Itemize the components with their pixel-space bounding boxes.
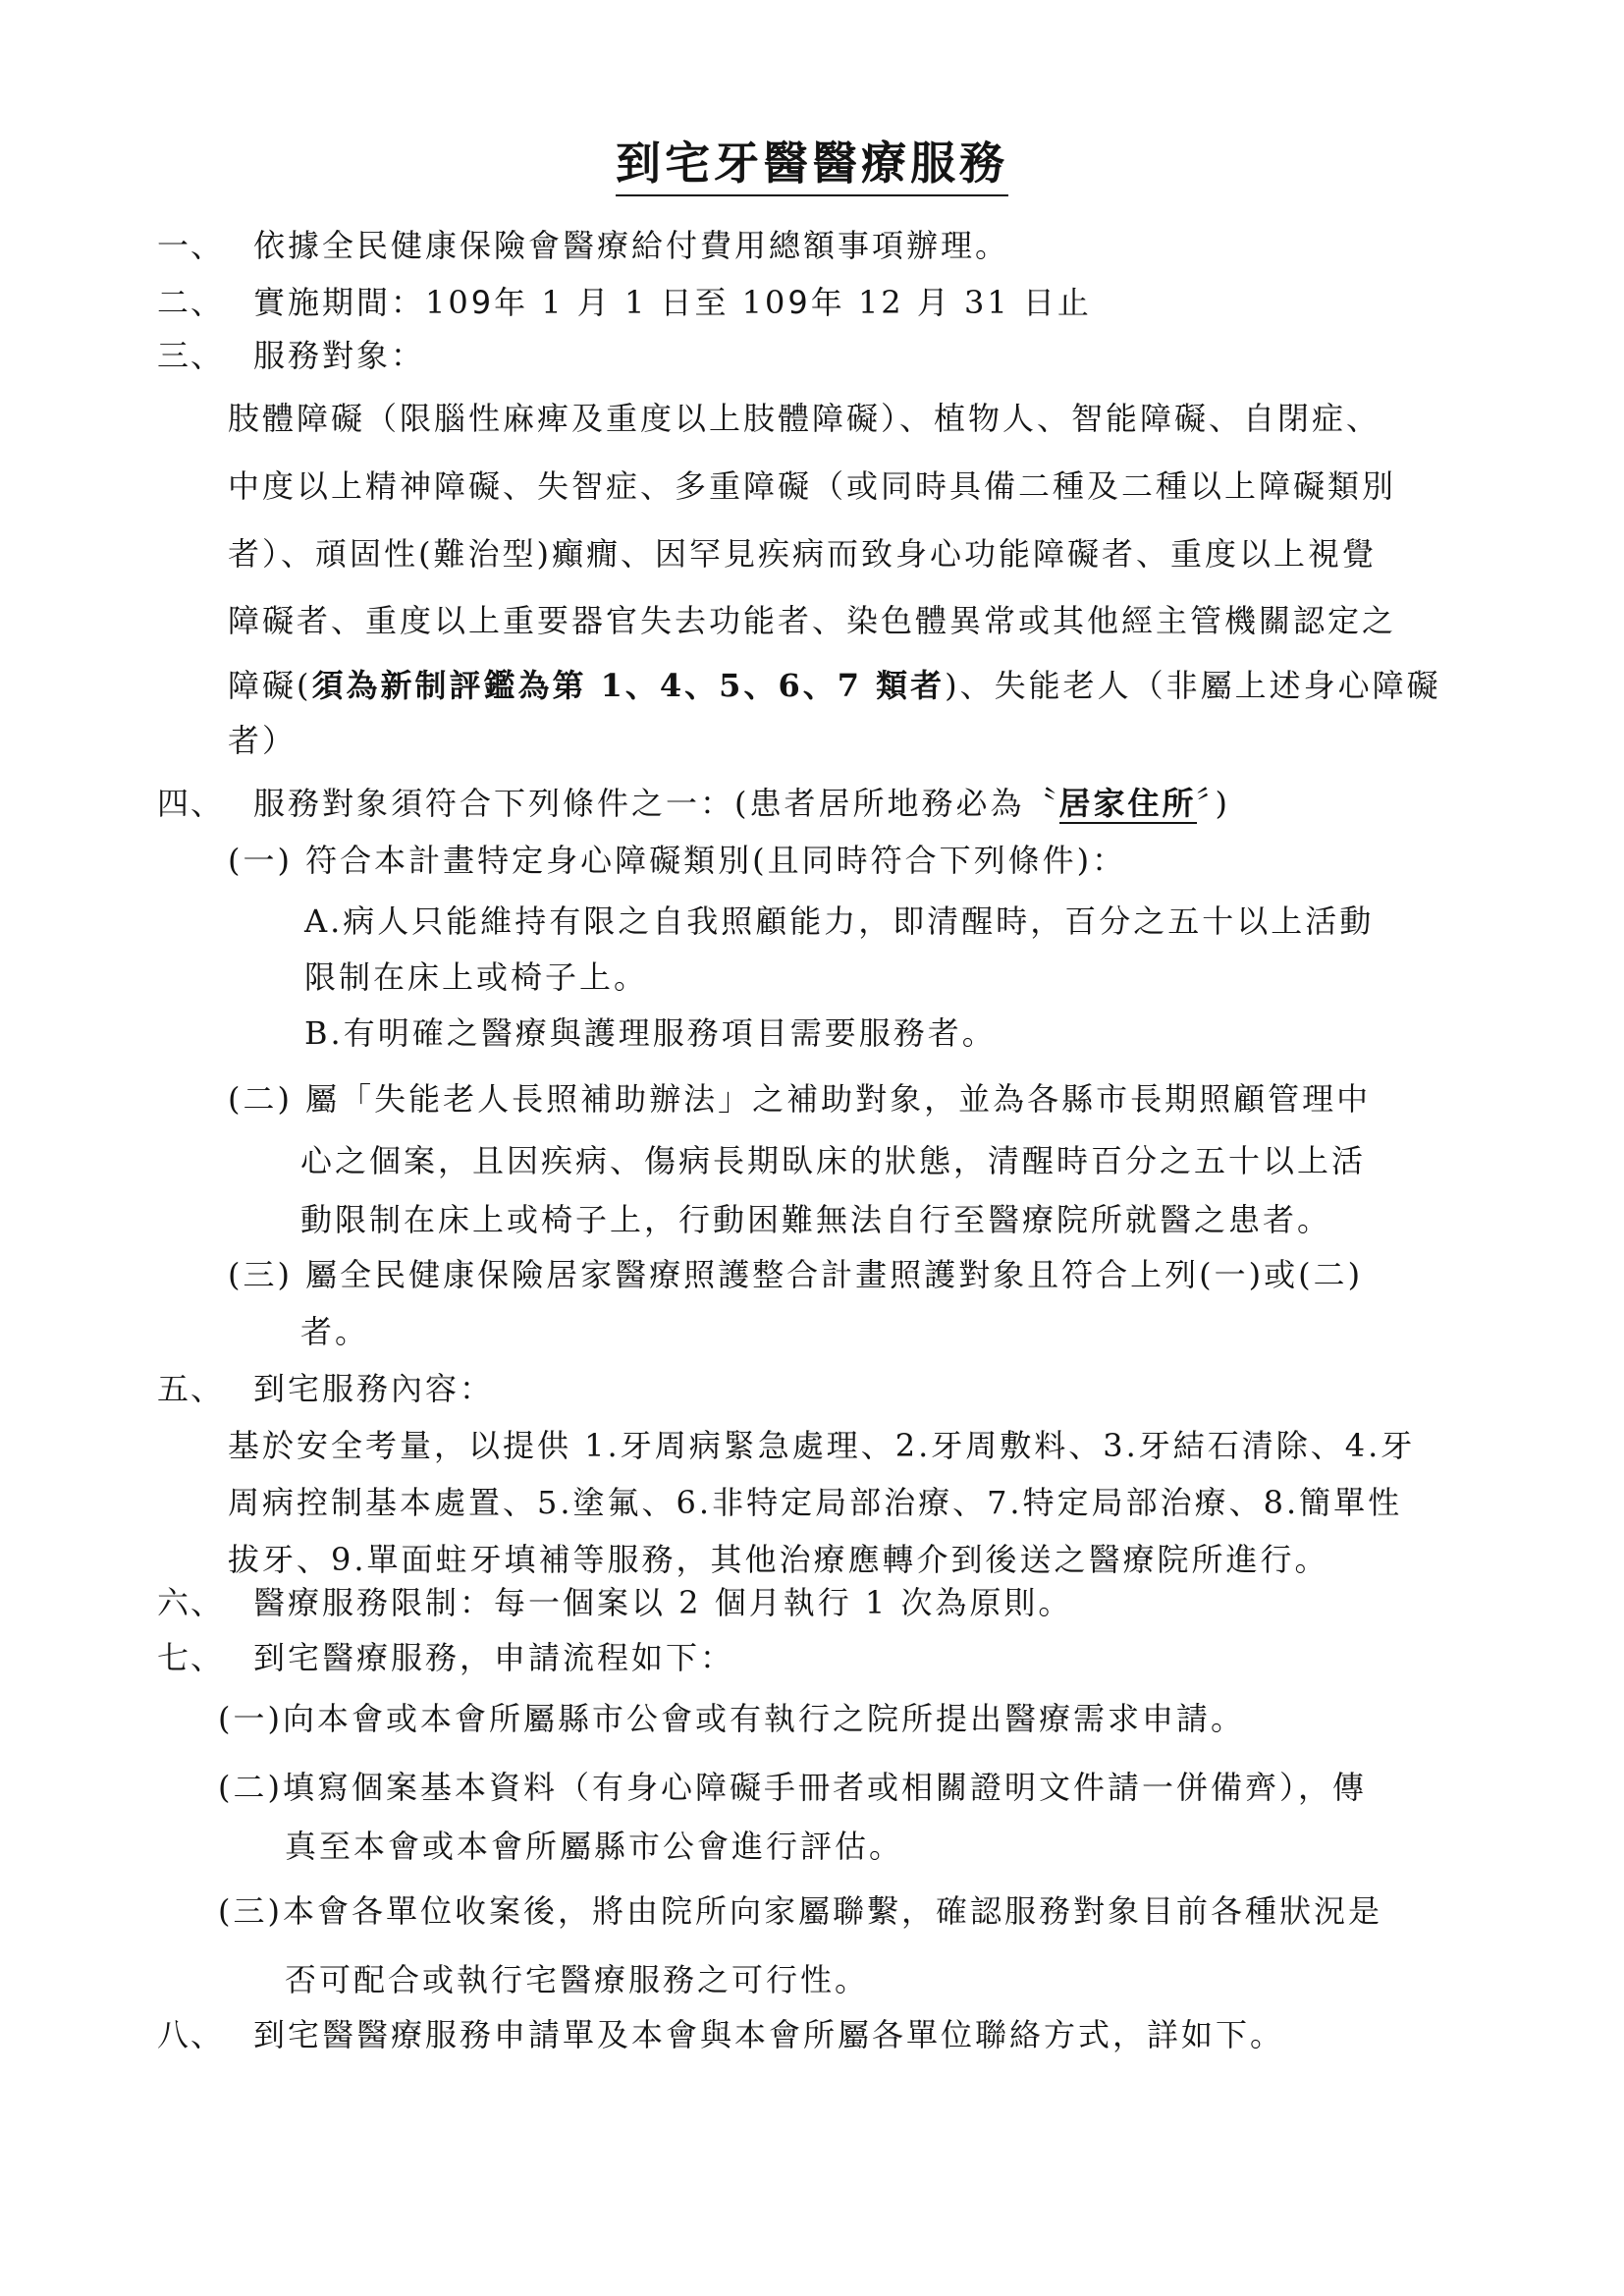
section-6-number: 六、 xyxy=(157,1584,225,1621)
section-4-heading-close: 〞) xyxy=(1196,785,1231,822)
procedure-3-line-1: (三)本會各單位收案後，將由院所向家屬聯繫，確認服務對象目前各種狀況是 xyxy=(218,1892,1382,1930)
section-3-line-4: 障礙者、重度以上重要器官失去功能者、染色體異常或其他經主管機關認定之 xyxy=(228,602,1397,639)
condition-1b: B.有明確之醫療與護理服務項目需要服務者。 xyxy=(304,1014,997,1052)
period-suffix: 年 12 月 31 日止 xyxy=(810,284,1092,321)
procedure-2-line-1: (二)填寫個案基本資料（有身心障礙手冊者或相關證明文件請一併備齊），傳 xyxy=(218,1769,1367,1806)
condition-1a-line-2: 限制在床上或椅子上。 xyxy=(304,958,649,996)
section-8-number: 八、 xyxy=(157,2016,225,2053)
procedure-1: (一)向本會或本會所屬縣市公會或有執行之院所提出醫療需求申請。 xyxy=(218,1700,1245,1737)
section-3-line-2: 中度以上精神障礙、失智症、多重障礙（或同時具備二種及二種以上障礙類別 xyxy=(228,467,1397,505)
procedure-2-line-2: 真至本會或本會所屬縣市公會進行評估。 xyxy=(285,1828,904,1865)
section-7-number: 七、 xyxy=(157,1639,225,1676)
section-3-line-3: 者）、頑固性(難治型)癲癇、因罕見疾病而致身心功能障礙者、重度以上視覺 xyxy=(228,535,1377,573)
section-5-line-2: 周病控制基本處置、5.塗氟、6.非特定局部治療、7.特定局部治療、8.簡單性 xyxy=(228,1484,1403,1521)
section-3-number: 三、 xyxy=(157,337,225,374)
period-prefix: 實施期間：10 xyxy=(253,284,471,321)
section-5-line-1: 基於安全考量，以提供 1.牙周病緊急處理、2.牙周敷料、3.牙結石清除、4.牙 xyxy=(228,1427,1416,1464)
section-5-line-3: 拔牙、9.單面蛀牙填補等服務，其他治療應轉介到後送之醫療院所進行。 xyxy=(228,1541,1329,1578)
condition-2-line-3: 動限制在床上或椅子上，行動困難無法自行至醫療院所就醫之患者。 xyxy=(300,1201,1332,1238)
section-3-heading: 服務對象： xyxy=(253,337,426,374)
document-title-text: 到宅牙醫醫療服務 xyxy=(616,136,1008,196)
section-7-heading: 到宅醫療服務，申請流程如下： xyxy=(253,1639,735,1676)
section-1-number: 一、 xyxy=(157,227,225,264)
condition-1: (一) 符合本計畫特定身心障礙類別(且同時符合下列條件)： xyxy=(228,842,1127,879)
condition-1a-line-1: A.病人只能維持有限之自我照顧能力，即清醒時，百分之五十以上活動 xyxy=(304,902,1375,940)
document-title xyxy=(0,136,1624,196)
section-3-line-5 xyxy=(228,666,1441,705)
handwritten-digit-start: 9 xyxy=(470,284,495,321)
condition-2-line-1: (二) 屬「失能老人長照補助辦法」之補助對象，並為各縣市長期照顧管理中 xyxy=(228,1080,1372,1118)
section-4-heading xyxy=(253,784,1230,823)
section-8-text: 到宅醫醫療服務申請單及本會與本會所屬各單位聯絡方式，詳如下。 xyxy=(253,2016,1285,2053)
period-middle: 年 1 月 1 日至 10 xyxy=(494,284,788,321)
section-2-period xyxy=(253,283,1092,322)
handwritten-digit-end: 9 xyxy=(787,284,811,321)
section-3-line-1: 肢體障礙（限腦性麻痺及重度以上肢體障礙）、植物人、智能障礙、自閉症、 xyxy=(228,400,1381,437)
line-5-bold-note: 須為新制評鑑為第 1、4、5、6、7 類者 xyxy=(311,667,946,704)
procedure-3-line-2: 否可配合或執行宅醫療服務之可行性。 xyxy=(285,1961,870,1998)
section-2-number: 二、 xyxy=(157,284,225,321)
section-5-heading: 到宅服務內容： xyxy=(253,1370,495,1407)
section-3-line-6: 者） xyxy=(228,722,298,759)
section-4-heading-text: 服務對象須符合下列條件之一：(患者居所地務必為〝 xyxy=(253,785,1059,822)
section-1-text: 依據全民健康保險會醫療給付費用總額事項辦理。 xyxy=(253,227,1010,264)
line-5-prefix: 障礙( xyxy=(228,667,312,704)
section-5-number: 五、 xyxy=(157,1370,225,1407)
condition-3-line-2: 者。 xyxy=(300,1313,370,1350)
condition-3-line-1: (三) 屬全民健康保險居家醫療照護整合計畫照護對象且符合上列(一)或(二) xyxy=(228,1256,1364,1293)
condition-2-line-2: 心之個案，且因疾病、傷病長期臥床的狀態，清醒時百分之五十以上活 xyxy=(300,1142,1367,1179)
section-6-text: 醫療服務限制：每一個案以 2 個月執行 1 次為原則。 xyxy=(253,1584,1073,1621)
residence-emphasis: 居家住所 xyxy=(1058,785,1197,822)
line-5-suffix: )、失能老人（非屬上述身心障礙 xyxy=(945,667,1441,704)
section-4-number: 四、 xyxy=(157,785,225,822)
